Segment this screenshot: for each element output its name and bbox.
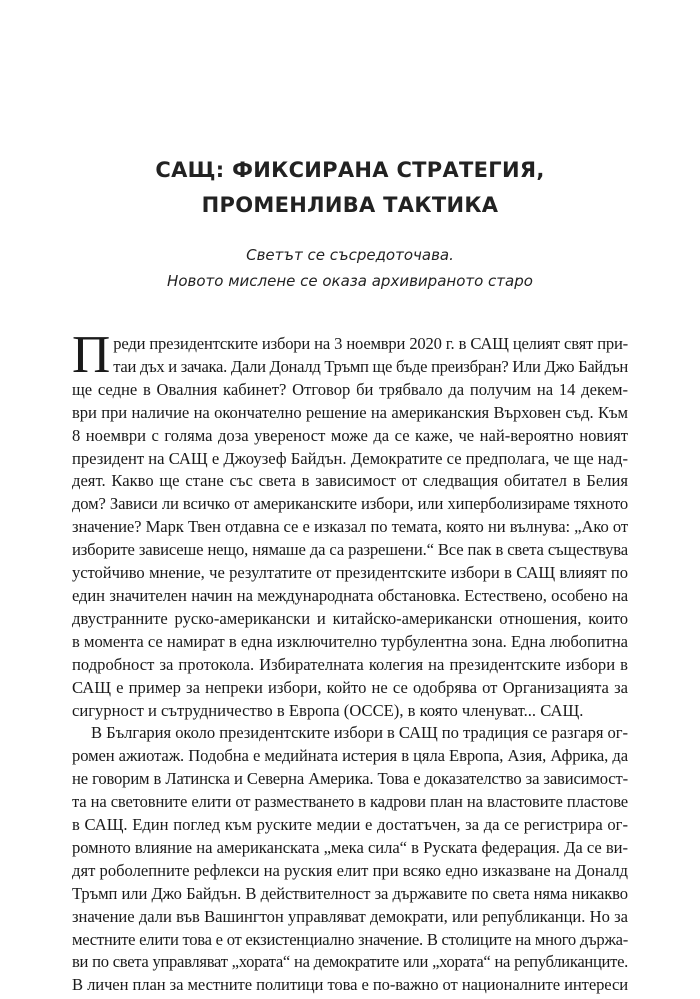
text-line: реди президентските избори на 3 ноември 2020 г. в САЩ целият свят при- bbox=[113, 334, 628, 353]
text-line: не говорим в Латинска и Северна Америка. Това е доказателство за зависимост- bbox=[72, 769, 628, 789]
text-line: Тръмп или Джо Байдън. В действителност за държавите по света няма никакво bbox=[72, 883, 628, 903]
text-line: ви по света управляват „хората“ на демократите или „хората“ на републиканците. bbox=[72, 952, 628, 972]
epigraph-line-1: Светът се съсредоточава. bbox=[246, 246, 454, 264]
text-line: подробност за протокола. Избирателната колегия на президентските избори в bbox=[72, 654, 628, 674]
text-line: изборите зависеше нещо, нямаше да са разрешени.“ Все пак в света съществува bbox=[72, 540, 628, 560]
chapter-title-line-2: ПРОМЕНЛИВА ТАКТИКА bbox=[201, 193, 499, 217]
text-line: 8 ноември с голяма доза увереност може да се каже, че най-вероятно новият bbox=[72, 425, 628, 445]
text-line: деят. Какво ще стане със света в зависимост от следващия обитател в Белия bbox=[72, 471, 628, 491]
text-line: един значителен начин на международната обстановка. Естествено, особено на bbox=[72, 585, 628, 605]
text-line: двустранните руско-американски и китайско-американски отношения, които bbox=[72, 608, 628, 628]
epigraph-line-2: Новото мислене се оказа архивираното старо bbox=[167, 272, 533, 290]
text-line: дом? Зависи ли всичко от американските избори, или хиперболизираме тяхното bbox=[72, 494, 628, 514]
text-line: таи дъх и зачака. Дали Доналд Тръмп ще бъде преизбран? Или Джо Байдън bbox=[113, 356, 628, 376]
text-line: сигурност и сътрудничество в Европа (ОССЕ), в която членуват... САЩ. bbox=[72, 700, 584, 720]
text-line: значение дали във Вашингтон управляват демократи, или републиканци. Но за bbox=[72, 906, 628, 926]
text-line: ромен ажиотаж. Подобна е медийната истерия в цяла Европа, Азия, Африка, да bbox=[72, 746, 628, 766]
text-line: В личен план за местните политици това е по-важно от националните интереси bbox=[72, 975, 628, 995]
text-line: президент на САЩ е Джоузеф Байдън. Демократите се предполага, че ще над- bbox=[72, 448, 628, 468]
text-line: ще седне в Овалния кабинет? Отговор би трябвало да получим на 14 декем- bbox=[72, 379, 628, 399]
text-line: В България около президентските избори в САЩ по традиция се разгаря ог- bbox=[91, 723, 628, 743]
chapter-title-line-1: САЩ: ФИКСИРАНА СТРАТЕГИЯ, bbox=[155, 158, 545, 182]
text-line: местните елити това е от екзистенциално значение. В столиците на много държа- bbox=[72, 929, 628, 949]
text-line: значение? Марк Твен отдавна се е изказал по темата, която ни вълнува: „Ако от bbox=[72, 517, 628, 537]
text-line: ври при наличие на окончателно решение на американския Върховен съд. Към bbox=[72, 402, 628, 422]
text-line: в САЩ. Един поглед към руските медии е достатъчен, за да се регистрира ог- bbox=[72, 815, 628, 835]
drop-cap: П bbox=[72, 326, 111, 384]
body-text bbox=[72, 326, 628, 997]
text-line: ромното влияние на американската „мека сила“ в Руската федерация. Да се ви- bbox=[72, 837, 628, 857]
text-line: САЩ е пример за непреки избори, който не се одобрява от Организацията за bbox=[72, 677, 628, 697]
paragraph-1 bbox=[72, 326, 628, 722]
text-line: в момента се намират в една изключително турбулентна зона. Една любопитна bbox=[72, 631, 628, 651]
text-line: та на световните елити от разместването в кадрови план на властовите пластове bbox=[72, 792, 628, 812]
text-line: дят роболепните рефлекси на руския елит при всяко едно изказване на Доналд bbox=[72, 860, 628, 880]
text-line: устойчиво мнение, че резултатите от президентските избори в САЩ влияят по bbox=[72, 563, 628, 583]
paragraph-2 bbox=[72, 722, 628, 997]
